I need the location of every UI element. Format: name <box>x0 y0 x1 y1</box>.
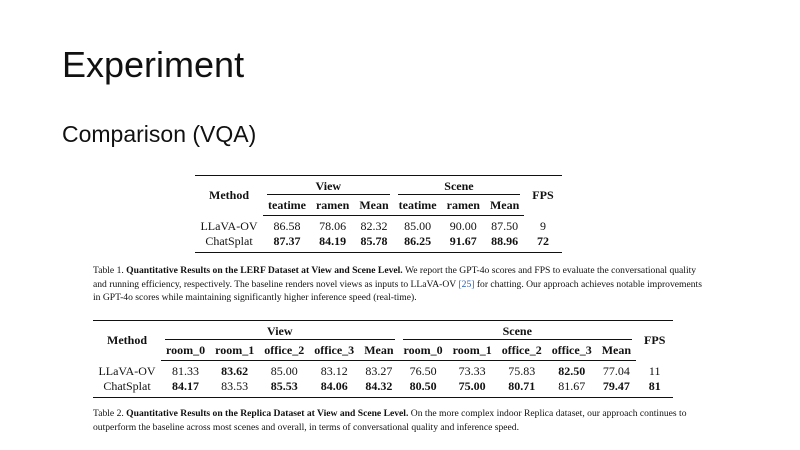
value-cell: 84.17 <box>172 379 200 393</box>
value-cell: 85.00 <box>270 364 298 378</box>
caption-text: for chatting. Our approach achieves notable improvements in GPT-4o scores while maintaining significantly higher inference speed (real-time). <box>93 278 702 303</box>
view-group-header: View <box>263 176 394 197</box>
value-cell: 75.83 <box>508 364 536 378</box>
view-col-header: Mean <box>359 341 398 361</box>
table-row <box>195 234 562 253</box>
scene-col-header: office_3 <box>547 341 597 361</box>
fps-cell: 81 <box>648 379 661 393</box>
caption-heading: Quantitative Results on the LERF Dataset at View and Scene Level. <box>126 265 403 276</box>
caption-text: We report the GPT-4o scores and FPS to evaluate the conversational quality and running efficiency, respectively. The baseline renders novel views as inputs to LLaVA-OV <box>93 265 697 290</box>
method-cell: LLaVA-OV <box>200 218 258 233</box>
value-cell: 81.33 <box>172 364 200 378</box>
method-header: Method <box>107 333 147 348</box>
scene-col-header: room_0 <box>399 341 448 361</box>
scene-col-header: office_2 <box>497 341 547 361</box>
method-header: Method <box>209 188 249 203</box>
method-cell: ChatSplat <box>103 379 151 393</box>
view-col-header: office_2 <box>259 341 309 361</box>
fps-header: FPS <box>644 333 666 348</box>
value-cell: 90.00 <box>449 219 477 233</box>
value-cell: 84.06 <box>320 379 348 393</box>
value-cell: 81.67 <box>558 379 586 393</box>
value-cell: 85.53 <box>270 379 298 393</box>
value-cell: 83.27 <box>365 364 393 378</box>
value-cell: 83.53 <box>221 379 249 393</box>
view-group-header: View <box>161 321 399 342</box>
slide-subtitle: Comparison (VQA) <box>62 121 257 147</box>
value-cell: 77.04 <box>602 364 630 378</box>
table2-caption <box>93 407 711 434</box>
view-col-header: Mean <box>354 196 393 216</box>
table1-caption <box>93 264 711 305</box>
citation-link[interactable]: [25] <box>458 278 475 290</box>
scene-col-header: teatime <box>394 196 442 216</box>
value-cell: 73.33 <box>458 364 486 378</box>
table-row <box>93 379 673 398</box>
method-cell: LLaVA-OV <box>98 363 156 378</box>
value-cell: 79.47 <box>602 379 630 393</box>
caption-text: On the more complex indoor Replica dataset, our approach continues to outperform the baseline across most scenes and overall, in terms of conversational quality and inference speed. <box>93 408 687 433</box>
value-cell: 88.96 <box>491 234 519 248</box>
fps-cell: 11 <box>648 363 661 378</box>
value-cell: 75.00 <box>458 379 486 393</box>
value-cell: 83.12 <box>320 364 348 378</box>
scene-col-header: ramen <box>442 196 485 216</box>
fps-cell: 72 <box>536 234 549 248</box>
view-col-header: room_1 <box>210 341 259 361</box>
scene-col-header: Mean <box>485 196 524 216</box>
scene-group-header: Scene <box>394 176 525 197</box>
value-cell: 80.71 <box>508 379 536 393</box>
lerf-results-table <box>195 175 562 253</box>
value-cell: 86.25 <box>404 234 432 248</box>
caption-label: Table 1. <box>93 265 124 276</box>
caption-heading: Quantitative Results on the Replica Dataset at View and Scene Level. <box>126 408 409 419</box>
value-cell: 87.50 <box>491 219 519 233</box>
value-cell: 82.32 <box>360 219 388 233</box>
view-col-header: office_3 <box>309 341 359 361</box>
value-cell: 76.50 <box>409 364 437 378</box>
caption-label: Table 2. <box>93 408 124 419</box>
view-col-header: teatime <box>263 196 311 216</box>
value-cell: 84.19 <box>319 234 347 248</box>
method-cell: ChatSplat <box>205 234 253 248</box>
value-cell: 85.78 <box>360 234 388 248</box>
value-cell: 78.06 <box>319 219 347 233</box>
value-cell: 91.67 <box>449 234 477 248</box>
slide-title: Experiment <box>62 44 245 85</box>
value-cell: 82.50 <box>558 364 586 378</box>
value-cell: 84.32 <box>365 379 393 393</box>
table-row <box>195 216 562 235</box>
fps-cell: 9 <box>539 218 546 233</box>
view-col-header: ramen <box>311 196 354 216</box>
scene-col-header: room_1 <box>448 341 497 361</box>
view-col-header: room_0 <box>161 341 210 361</box>
value-cell: 85.00 <box>404 219 432 233</box>
value-cell: 80.50 <box>409 379 437 393</box>
scene-col-header: Mean <box>597 341 636 361</box>
value-cell: 87.37 <box>273 234 301 248</box>
value-cell: 86.58 <box>273 219 301 233</box>
fps-header: FPS <box>532 188 554 203</box>
replica-results-table <box>93 320 673 398</box>
table-row <box>93 361 673 380</box>
scene-group-header: Scene <box>399 321 637 342</box>
value-cell: 83.62 <box>221 364 249 378</box>
